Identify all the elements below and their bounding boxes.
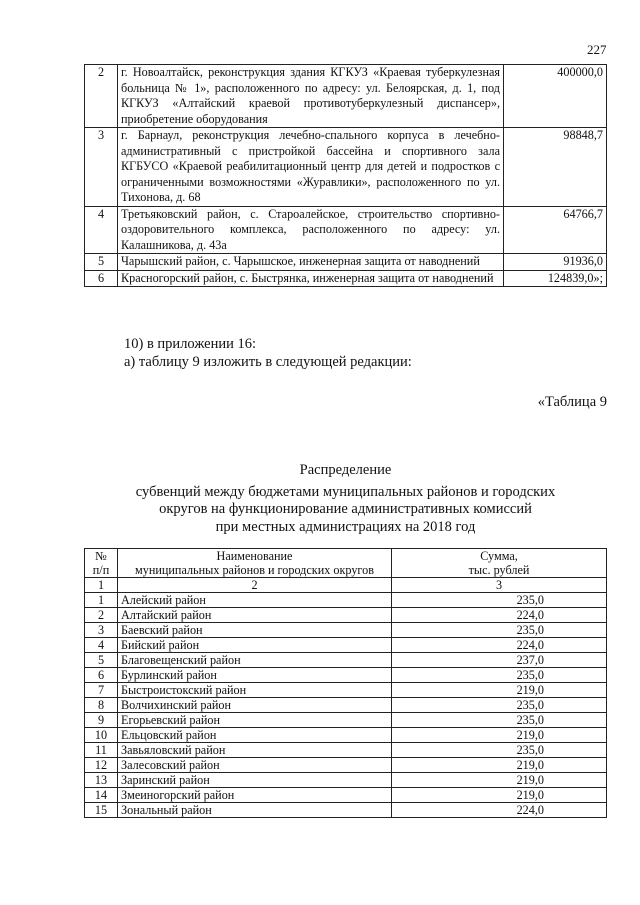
table-row <box>85 773 607 788</box>
row-sum: 235,0 <box>392 593 607 608</box>
row-sum: 219,0 <box>392 773 607 788</box>
row-sum: 219,0 <box>392 758 607 773</box>
table-row <box>85 270 607 287</box>
row-number: 12 <box>85 758 118 773</box>
row-district-name: Егорьевский район <box>118 713 392 728</box>
row-sum: 235,0 <box>392 713 607 728</box>
row-description: Чарышский район, с. Чарышское, инженерная защита от наводнений <box>118 254 504 271</box>
row-district-name: Алтайский район <box>118 608 392 623</box>
row-number: 6 <box>85 668 118 683</box>
row-sum: 237,0 <box>392 653 607 668</box>
table-row <box>85 206 607 254</box>
row-sum: 235,0 <box>392 623 607 638</box>
row-district-name: Волчихинский район <box>118 698 392 713</box>
header-name: Наименование муниципальных районов и городских округов <box>118 549 392 578</box>
row-sum: 219,0 <box>392 788 607 803</box>
table-row <box>85 803 607 818</box>
row-description: Красногорский район, с. Быстрянка, инженерная защита от наводнений <box>118 270 504 287</box>
table-row <box>85 623 607 638</box>
row-district-name: Алейский район <box>118 593 392 608</box>
paragraph-appendix: 10) в приложении 16: <box>124 336 257 352</box>
row-number: 7 <box>85 683 118 698</box>
paragraph-instruction: а) таблицу 9 изложить в следующей редакции: <box>124 354 412 370</box>
table-header-row <box>85 549 607 578</box>
row-number: 1 <box>85 593 118 608</box>
col-number: 1 <box>85 578 118 593</box>
row-sum: 219,0 <box>392 728 607 743</box>
row-sum: 235,0 <box>392 743 607 758</box>
heading-line: округов на функционирование административных комиссий <box>159 501 532 517</box>
row-district-name: Бийский район <box>118 638 392 653</box>
row-sum: 235,0 <box>392 698 607 713</box>
row-sum: 98848,7 <box>504 128 607 207</box>
table-row <box>85 713 607 728</box>
row-number: 14 <box>85 788 118 803</box>
row-sum: 224,0 <box>392 608 607 623</box>
col-number: 3 <box>392 578 607 593</box>
heading-line: субвенций между бюджетами муниципальных районов и городских <box>135 484 556 500</box>
table-row <box>85 683 607 698</box>
row-number: 10 <box>85 728 118 743</box>
table-row <box>85 758 607 773</box>
row-sum: 124839,0»; <box>504 270 607 287</box>
row-number: 3 <box>85 623 118 638</box>
row-description: г. Барнаул, реконструкция лечебно-спального корпуса в лечебно-административный с пристройкой бассейна и спортивного зала КГБУСО «Краевой реабилитационный центр для детей и подростков с ограниченными возможностями «Журавлики», расположенного по ул. Тихонова, д. 68 <box>118 128 504 207</box>
table-row <box>85 788 607 803</box>
row-district-name: Зональный район <box>118 803 392 818</box>
row-number: 6 <box>85 270 118 287</box>
construction-table <box>84 64 607 287</box>
row-sum: 64766,7 <box>504 206 607 254</box>
heading-title: Распределение <box>299 462 392 478</box>
table-row <box>85 128 607 207</box>
row-number: 3 <box>85 128 118 207</box>
row-district-name: Змеиногорский район <box>118 788 392 803</box>
row-description: Третьяковский район, с. Староалейское, строительство спортивно-оздоровительного комплекса, расположенного по адресу: ул. Калашникова, д. 43а <box>118 206 504 254</box>
page-number: 227 <box>587 42 607 57</box>
row-number: 2 <box>85 608 118 623</box>
column-number-row <box>85 578 607 593</box>
row-number: 2 <box>85 65 118 128</box>
row-district-name: Заринский район <box>118 773 392 788</box>
table-row <box>85 653 607 668</box>
row-district-name: Ельцовский район <box>118 728 392 743</box>
subvention-table <box>84 548 607 818</box>
row-district-name: Залесовский район <box>118 758 392 773</box>
row-sum: 91936,0 <box>504 254 607 271</box>
table-row <box>85 668 607 683</box>
table-row <box>85 65 607 128</box>
table-row <box>85 728 607 743</box>
row-number: 4 <box>85 638 118 653</box>
row-number: 5 <box>85 254 118 271</box>
row-sum: 400000,0 <box>504 65 607 128</box>
row-number: 9 <box>85 713 118 728</box>
table-row <box>85 593 607 608</box>
row-number: 13 <box>85 773 118 788</box>
row-district-name: Бурлинский район <box>118 668 392 683</box>
row-district-name: Баевский район <box>118 623 392 638</box>
col-number: 2 <box>118 578 392 593</box>
row-description: г. Новоалтайск, реконструкция здания КГКУЗ «Краевая туберкулезная больница № 1», расположенного по адресу: ул. Белоярская, д. 1, под КГКУЗ «Алтайский краевой противотуберкулезный диспансер», приобретение оборудования <box>118 65 504 128</box>
row-district-name: Благовещенский район <box>118 653 392 668</box>
row-number: 5 <box>85 653 118 668</box>
row-number: 11 <box>85 743 118 758</box>
row-sum: 224,0 <box>392 803 607 818</box>
row-sum: 235,0 <box>392 668 607 683</box>
table-row <box>85 608 607 623</box>
heading-line: при местных администрациях на 2018 год <box>215 519 476 535</box>
table-row <box>85 638 607 653</box>
row-district-name: Завьяловский район <box>118 743 392 758</box>
row-sum: 219,0 <box>392 683 607 698</box>
table-row <box>85 743 607 758</box>
row-number: 4 <box>85 206 118 254</box>
row-number: 8 <box>85 698 118 713</box>
table-row <box>85 698 607 713</box>
row-sum: 224,0 <box>392 638 607 653</box>
header-num: № п/п <box>85 549 118 578</box>
table-label: «Таблица 9 <box>537 394 607 410</box>
row-number: 15 <box>85 803 118 818</box>
header-sum: Сумма, тыс. рублей <box>392 549 607 578</box>
row-district-name: Быстроистокский район <box>118 683 392 698</box>
table-row <box>85 254 607 271</box>
